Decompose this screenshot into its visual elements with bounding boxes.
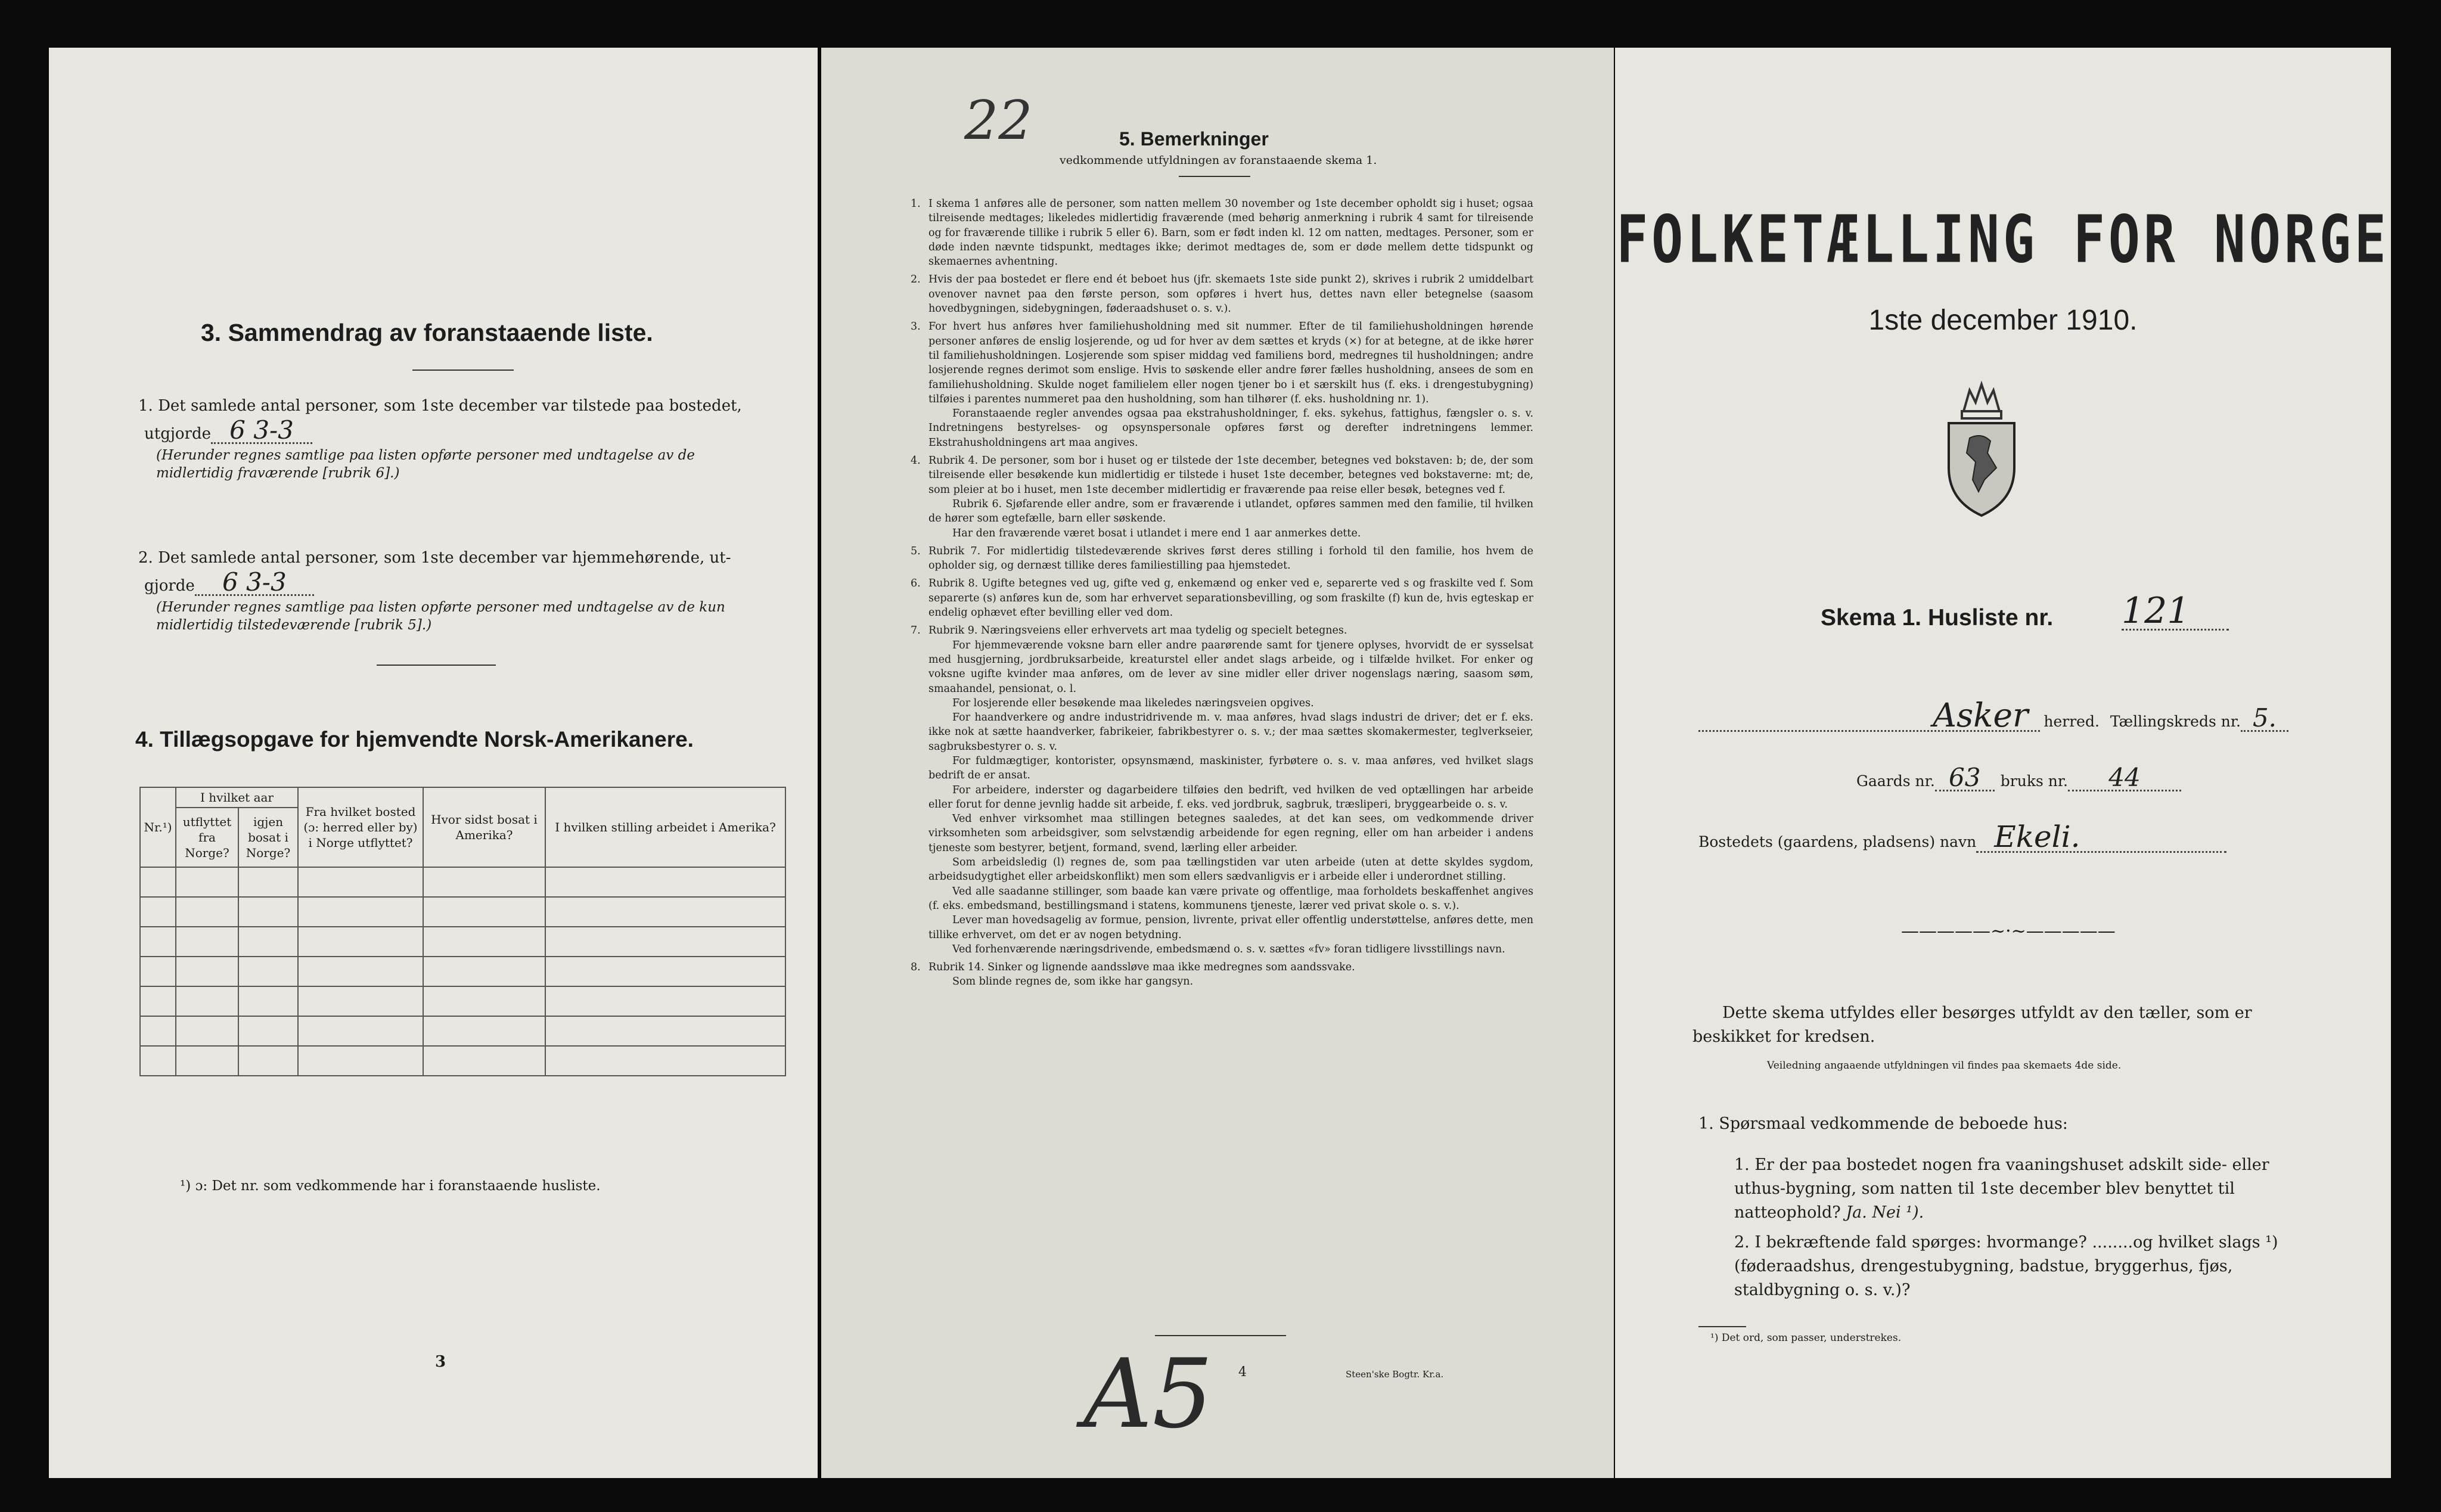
item-paragraph: Ved forhenværende næringsdrivende, embedsmænd o. s. v. sættes «fv» foran tidligere livsstillings navn. (952, 943, 1505, 955)
herred-label: herred. (2044, 713, 2100, 730)
table-row (140, 986, 785, 1016)
veiledning-text: Veiledning angaaende utfyldningen vil findes paa skemaets 4de side. (1767, 1060, 2122, 1072)
item-paragraph: For hjemmeværende voksne barn eller andre paarørende samt for tjenere oplyses, hvorvidt de er sysselsat med husgjerning, jordbruksarbeide, kreaturstel eller andet slags arbeide, og i tilfælde hvilket. For enker og voksne ugifte kvinder maa anføres, om de lever av sine midler eller driver nogenslags næring, saasom søm, smaahandel, pensionat, o. l. (928, 639, 1533, 695)
norway-coat-of-arms-icon (1937, 378, 2026, 519)
item1-text: 1. Det samlede antal personer, som 1ste december var tilstede paa bostedet, (138, 397, 742, 415)
section4-title: 4. Tillægsopgave for hjemvendte Norsk-Amerikanere. (135, 727, 694, 752)
th-nr: Nr.¹) (140, 787, 176, 867)
item-text: Rubrik 4. De personer, som bor i huset og er tilstede der 1ste december, betegnes ved bokstaven: b; de, der som tilreisende eller besøkende kun midlertidig er tilstede i huset 1ste december, betegnes ved bokstaverne: mt; de, som pleier at bo i huset, men 1ste december midlertidig er fraværende paa reise eller besøk, betegnes ved f. (928, 455, 1533, 496)
item-number: 3. (911, 321, 921, 333)
gaards-row (1856, 763, 2181, 792)
tellingskreds-value: 5. (2241, 706, 2288, 732)
item-text: Rubrik 8. Ugifte betegnes ved ug, gifte ved g, enkemænd og enker ved e, separerte ved s og fraskilte ved f. Som separerte (s) anføres kun de, som har erhvervet separationsbevilling, og som fraskilte (f) kun de, hvis egteskap er endelig ophævet efter bevilling eller ved dom. (928, 578, 1533, 619)
table-footnote: ¹) ɔ: Det nr. som vedkommende har i foranstaaende husliste. (180, 1178, 601, 1194)
divider (412, 370, 514, 371)
th-igjen: igjen bosat i Norge? (238, 808, 298, 867)
handwritten-page-mark: 22 (964, 89, 1033, 152)
question-2: 2. I bekræftende fald spørges: hvormange? ........og hvilket slags ¹) (føderaadshus, drengestubygning, badstue, bryggerhus, fjøs, staldbygning o. s. v.)? (1734, 1233, 2278, 1299)
table-row (140, 867, 785, 897)
th-sidst-bosat: Hvor sidst bosat i Amerika? (423, 787, 545, 867)
right-page (1615, 48, 2391, 1478)
th-stilling: I hvilken stilling arbeidet i Amerika? (545, 787, 785, 867)
item-number: 1. (911, 198, 921, 210)
table-row (140, 1046, 785, 1076)
bemerkninger-subtitle: vedkommende utfyldningen av foranstaaende skema 1. (1060, 154, 1377, 167)
item-body (928, 576, 1533, 620)
bemerkning-item (911, 272, 1533, 316)
divider (1179, 176, 1250, 177)
item1-utgjorde-label: utgjorde (144, 425, 212, 443)
item2-text: 2. Det samlede antal personer, som 1ste december var hjemmehørende, ut- (138, 549, 731, 567)
bemerkning-item (911, 623, 1533, 957)
printer-mark: Steen'ske Bogtr. Kr.a. (1346, 1369, 1444, 1380)
bemerkning-item (911, 960, 1533, 989)
item-paragraph: For arbeidere, inderster og dagarbeidere tilføies den bedrift, ved hvilken de ved optællingen har arbeide eller forut for denne jevnlig hadde sit arbeide, f. eks. ved jordbruk, sagbruk, træsliperi, bryggearbeide o. s. v. (928, 784, 1533, 811)
item-number: 8. (911, 961, 921, 974)
page-number: 3 (435, 1353, 446, 1371)
item-paragraph: Har den fraværende været bosat i utlandet i mere end 1 aar anmerkes dette. (952, 527, 1361, 539)
skema-label: Skema 1. Husliste nr. (1821, 605, 2054, 631)
item-body (928, 960, 1533, 989)
item-body (928, 623, 1533, 957)
table-row (140, 1016, 785, 1046)
item-body (928, 454, 1533, 541)
bruks-label: bruks nr. (2000, 772, 2068, 790)
item-paragraph: For fuldmægtiger, kontorister, opsynsmænd, maskinister, fyrbøtere o. s. v. maa anføres, ved hvilket slags bedrift de er ansat. (928, 755, 1533, 782)
page-number: 4 (1238, 1365, 1247, 1380)
item1-value: 6 3-3 (211, 418, 312, 444)
bemerkninger-list (911, 197, 1533, 993)
tellingskreds-label: Tællingskreds nr. (2110, 713, 2241, 730)
item-paragraph: Ved enhver virksomhet maa stillingen betegnes saaledes, at det kan sees, om vedkommende driver virksomheten som arbeidsgiver, som selvstændig arbeidende for egen regning, eller om han arbeider i andens tjeneste som bestyrer, betjent, formand, svend, lærling eller arbeider. (928, 813, 1533, 854)
husliste-number: 121 (2122, 593, 2229, 631)
item-number: 6. (911, 578, 921, 590)
ornament-divider: —————~·~————— (1901, 921, 2116, 942)
bruks-value: 44 (2068, 766, 2181, 791)
item-paragraph: Ved alle saadanne stillinger, som baade kan være private og offentlige, maa forholdets beskaffenhet angives (f. eks. embedsmand, bestillingsmand i statens, kommunens tjeneste, lærer ved privat skole o. s. v.). (928, 885, 1533, 912)
bemerkning-item (911, 544, 1533, 573)
bemerkning-item (911, 197, 1533, 269)
item-text: Rubrik 7. For midlertidig tilstedeværende skrives først deres stilling i forhold til den familie, hos hvem de opholder sig, og dernæst tillike deres familiestilling paa hjemstedet. (928, 545, 1533, 572)
item-text: Hvis der paa bostedet er flere end ét beboet hus (jfr. skemaets 1ste side punkt 2), skrives i rubrik 2 umiddelbart ovenover navnet paa den første person, som opføres i hvert hus, dettes navn eller betegnelse (saasom hovedbygningen, sidebygningen, føderaadshuset o. s. v.). (928, 274, 1533, 315)
right-footnote: ¹) Det ord, som passer, understrekes. (1710, 1332, 1902, 1344)
item-paragraph: For losjerende eller besøkende maa likeledes næringsveien opgives. (952, 697, 1314, 709)
item-number: 2. (911, 274, 921, 286)
bemerkning-item (911, 454, 1533, 541)
section3-title: 3. Sammendrag av foranstaaende liste. (201, 319, 653, 346)
gaards-label: Gaards nr. (1856, 772, 1935, 790)
item-text: Rubrik 14. Sinker og lignende aandssløve maa ikke medregnes som aandssvake. (928, 961, 1355, 974)
item2-value: 6 3-3 (195, 570, 314, 596)
item-body (928, 544, 1533, 573)
bosted-label: Bostedets (gaardens, pladsens) navn (1698, 833, 1977, 850)
census-date: 1ste december 1910. (1868, 305, 2138, 336)
item-number: 5. (911, 545, 921, 557)
gaards-value: 63 (1935, 766, 1995, 791)
questions-title: 1. Spørsmaal vedkommende de beboede hus: (1698, 1114, 2068, 1133)
table-row (140, 897, 785, 927)
item-body (928, 272, 1533, 316)
item-text: I skema 1 anføres alle de personer, som natten mellem 30 november og 1ste december opholdt sig i huset; ogsaa tilreisende medtages; likeledes midlertidig fraværende (med behørig anmerkning i rubrik 4 samt for tilreisende og for fraværende tillike i rubrik 5 eller 6). Barn, som er født inden kl. 12 om natten, medtages. Personer, som er døde inden nævnte tidspunkt, medtages ikke; derimot medtages de, som er døde mellem dette tidspunkt og skemaernes avhentning. (928, 198, 1533, 268)
item-paragraph: Lever man hovedsagelig av formue, pension, livrente, privat eller offentlig understøttelse, anføres dette, men tillike erhvervet, om det er av nogen betydning. (928, 914, 1533, 941)
item1-note: (Herunder regnes samtlige paa listen opførte personer med undtagelse av de midlertidig fraværende [rubrik 6].) (156, 448, 695, 481)
divider (1155, 1335, 1286, 1336)
item-paragraph: Foranstaaende regler anvendes ogsaa paa ekstrahusholdninger, f. eks. sykehus, fattighus, fængsler o. s. v. Indretningens bestyrelses- og opsynspersonale opføres først og derefter indretningens lemmer. Ekstrahusholdningens art maa angives. (928, 408, 1533, 449)
divider (1698, 1326, 1746, 1327)
left-page (49, 48, 818, 1478)
item-body (928, 319, 1533, 450)
table-row (140, 957, 785, 986)
item2 (138, 545, 788, 634)
intro-text: Dette skema utfyldes eller besørges utfyldt av den tæller, som er beskikket for kredsen. (1692, 1004, 2252, 1046)
table-row (140, 927, 785, 957)
bosted-row (1698, 819, 2226, 854)
divider (377, 665, 496, 666)
item-number: 4. (911, 455, 921, 467)
item-paragraph: Rubrik 6. Sjøfarende eller andre, som er fraværende i utlandet, opføres sammen med den familie, til hvilken de hører som egtefælle, barn eller søskende. (928, 498, 1533, 525)
item-text: For hvert hus anføres hver familiehusholdning med sit nummer. Efter de til familiehusholdningen hørende personer anføres de enslig losjerende, og ud for hver av dem sættes et kryds (×) for at betegne, at de ikke hører til familiehusholdningen. Losjerende som spiser middag ved familiens bord, medregnes til husholdningen; andre losjerende regnes derimot som enslige. Hvis to søskende eller andre fører fælles husholdning, ansees de som en familiehusholdning. Skulde noget familielem eller nogen tjener bo i et særskilt hus (f. eks. i drengestubygning) tilføies i parentes nummeret paa den husholdning, som han tilhører (f. eks. husholdning nr. 1). (928, 321, 1533, 405)
question-1-text: 1. Er der paa bostedet nogen fra vaaningshuset adskilt side- eller uthus-bygning, som natten til 1ste december blev benyttet til natteophold? (1734, 1156, 2269, 1222)
item-paragraph: Som arbeidsledig (l) regnes de, som paa tællingstiden var uten arbeide (uten at dette skyldes sygdom, arbeidsudygtighet eller arbeidskonflikt) men som ellers sædvanligvis er i arbeide eller i underordnet stilling. (928, 856, 1533, 883)
question-1-answer: Ja. Nei ¹). (1846, 1203, 1924, 1222)
question-1 (1734, 1153, 2300, 1225)
bemerkning-item (911, 576, 1533, 620)
bemerkning-item (911, 319, 1533, 450)
item-body (928, 197, 1533, 269)
middle-page (821, 48, 1614, 1478)
bosted-value: Ekeli. (1976, 822, 2226, 853)
folketelling-title: FOLKETÆLLING FOR NORGE (1616, 201, 2390, 278)
item-paragraph: For haandverkere og andre industridrivende m. v. maa anføres, hvad slags industri de driver; det er f. eks. ikke nok at sætte haandverker, fabrikeier, fabrikbestyrer o. s. v.; der maa sættes skomakermester, teglverkseier, sagbruksbestyrer o. s. v. (928, 712, 1533, 753)
th-fra-bosted: Fra hvilket bosted (ɔ: herred eller by) i Norge utflyttet? (298, 787, 423, 867)
handwritten-bottom-mark: A5 (1083, 1338, 1213, 1449)
item-text: Rubrik 9. Næringsveiens eller erhvervets art maa tydelig og specielt betegnes. (928, 625, 1347, 637)
herred-row (1698, 696, 2288, 734)
herred-value: Asker (1698, 700, 2040, 732)
item2-utgjorde-label: gjorde (144, 577, 195, 595)
th-utflyttet: utflyttet fra Norge? (176, 808, 238, 867)
item2-note: (Herunder regnes samtlige paa listen opførte personer med undtagelse av de kun midlertidig tilstedeværende [rubrik 5].) (156, 600, 725, 633)
norsk-amerikanere-table (139, 787, 786, 1076)
th-group: I hvilket aar (176, 787, 298, 808)
item1 (138, 393, 788, 482)
item-paragraph: Som blinde regnes de, som ikke har gangsyn. (952, 976, 1194, 988)
item-number: 7. (911, 625, 921, 637)
bemerkninger-title: 5. Bemerkninger (1119, 128, 1269, 150)
